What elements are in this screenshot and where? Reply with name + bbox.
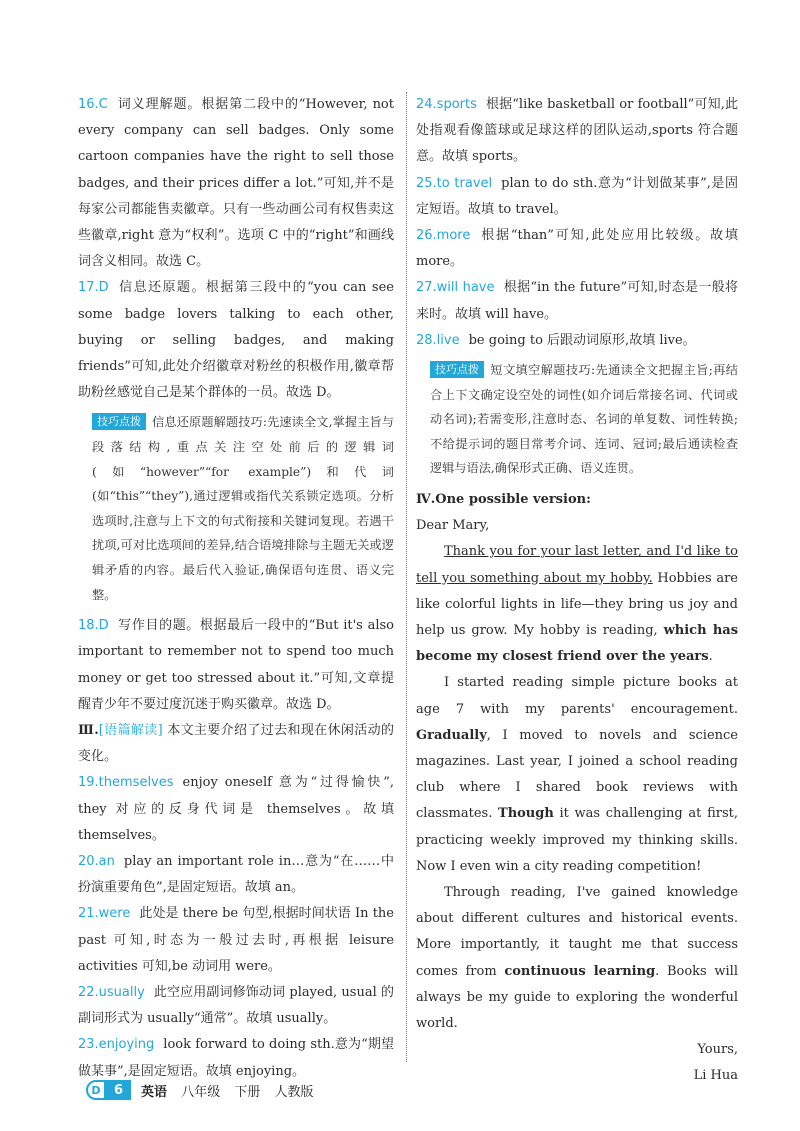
- answer-explanation: 根据“like basketball or football”可知,此处指观看像篮球或足球这样的团队运动,sports 符合题意。故填 sports。: [416, 97, 738, 165]
- answer-20: [78, 849, 394, 901]
- answer-18: [78, 613, 394, 718]
- answer-19: [78, 770, 394, 849]
- book-letter: D: [86, 1080, 106, 1100]
- answer-explanation: be going to 后跟动词原形,故填 live。: [468, 332, 696, 348]
- letter-highlight: which has become my closest friend over the years: [416, 623, 739, 665]
- answer-explanation: look forward to doing sth.意为“期望做某事”,是固定短语。故填 enjoying。: [78, 1037, 394, 1079]
- letter-paragraph-3: [416, 880, 738, 1037]
- section-3-header: [78, 718, 394, 770]
- answer-27: [416, 275, 738, 327]
- answer-21: [78, 901, 394, 980]
- answer-number: 22.usually: [78, 985, 145, 1001]
- answer-number: 20.an: [78, 854, 115, 870]
- answer-24: [416, 92, 738, 171]
- section-number: Ⅲ.: [78, 723, 99, 738]
- answer-explanation: enjoy oneself 意为“过得愉快”, they 对应的反身代词是 themselves。故填 themselves。: [78, 775, 394, 843]
- tip-text: 信息还原题解题技巧:先速读全文,掌握主旨与段落结构,重点关注空处前后的逻辑词(如“however”“for example”)和代词(如“this”“they”),通过逻辑或指代关系锁定选项。分析选项时,注意与上下文的句式衔接和关键词复现。若遇干扰项,可对比选项间的差异,结合语境排除与主题无关或逻辑矛盾的内容。最后代入验证,确保语句连贯、语义完整。: [92, 415, 394, 602]
- answer-number: 23.enjoying: [78, 1037, 155, 1053]
- letter-text: Hobbies are like colorful lights in life—they bring us joy and help us grow. My hobby is reading,: [416, 570, 738, 639]
- letter-text: .: [708, 649, 713, 665]
- grade: 八年级: [181, 1084, 221, 1100]
- tip-badge: 技巧点拨: [430, 361, 484, 378]
- answer-explanation: 此空应用副词修饰动词 played, usual 的副词形式为 usually“通常”。故填 usually。: [78, 985, 394, 1027]
- answer-number: 26.more: [416, 228, 471, 244]
- answer-explanation: plan to do sth.意为“计划做某事”,是固定短语。故填 to travel。: [416, 175, 738, 217]
- answer-17: [78, 275, 394, 406]
- answer-25: [416, 171, 738, 223]
- page-number-tag: [86, 1080, 131, 1100]
- letter-text: it was challenging at first, practicing weekly improved my thinking skills. Now I even win a city reading competition!: [416, 806, 738, 874]
- answer-16: [78, 92, 394, 275]
- answer-explanation: play an important role in…意为“在……中扮演重要角色”,是固定短语。故填 an。: [78, 854, 394, 896]
- section-summary: 本文主要介绍了过去和现在休闲活动的变化。: [78, 723, 394, 765]
- section-label: [语篇解读]: [98, 723, 163, 738]
- answer-number: 25.to travel: [416, 175, 493, 191]
- answer-number: 18.D: [78, 618, 109, 634]
- answer-number: 28.live: [416, 332, 460, 348]
- page-number: 6: [106, 1080, 131, 1100]
- answer-number: 19.themselves: [78, 775, 174, 791]
- answer-number: 21.were: [78, 906, 131, 922]
- answer-number: 27.will have: [416, 280, 495, 296]
- answer-explanation: 根据“than”可知,此处应用比较级。故填 more。: [416, 228, 738, 270]
- letter-text: Thank you for your last letter, and I'd like to tell you something about my hobby.: [416, 544, 738, 586]
- letter-paragraph-1: [416, 539, 738, 670]
- answer-explanation: 写作目的题。根据最后一段中的“But it's also important to remember not to spend too much money or get too stressed about it.”可知,文章提醒青少年不要过度沉迷于购买徽章。故选 D。: [78, 618, 394, 712]
- subject: 英语: [141, 1084, 168, 1100]
- tip-box: [430, 358, 738, 481]
- answer-23: [78, 1032, 394, 1084]
- letter-greeting: Dear Mary,: [416, 518, 490, 534]
- page-footer: [86, 1080, 324, 1100]
- answer-explanation: 信息还原题。根据第三段中的“you can see some badge lovers talking to each other, buying or selling badges, and making friends”可知,此处介绍徽章对粉丝的积极作用,徽章帮助粉丝感觉自己是某个群体的一员。故选 D。: [78, 280, 394, 401]
- letter-text: I started reading simple picture books at age 7 with my parents' encouragement.: [416, 675, 738, 717]
- letter-text: , I moved to novels and science magazines. Last year, I joined a school reading club where I shared book reviews with classmates.: [416, 727, 738, 822]
- letter-signature: Li Hua: [693, 1068, 738, 1084]
- edition: 人教版: [274, 1084, 314, 1100]
- answer-26: [416, 223, 738, 275]
- right-column: [416, 92, 738, 1090]
- left-column: [78, 92, 394, 1085]
- tip-text: 短文填空解题技巧:先通读全文把握主旨;再结合上下文确定设空处的词性(如介词后常接名词、代词或动名词);若需变形,注意时态、名词的单复数、词性转换;不给提示词的题目常考介词、连词、冠词;最后通读检查逻辑与语法,确保形式正确、语义连贯。: [430, 363, 738, 476]
- section-4-header: Ⅳ.One possible version:: [416, 492, 591, 507]
- answer-number: 24.sports: [416, 97, 477, 112]
- letter-highlight: Though: [498, 806, 554, 822]
- book-info: [141, 1081, 323, 1100]
- column-divider: [406, 92, 407, 1062]
- answer-explanation: 此处是 there be 句型,根据时间状语 In the past 可知,时态为一般过去时,再根据 leisure activities 可知,be 动词用 were。: [78, 906, 394, 974]
- answer-22: [78, 980, 394, 1032]
- tip-box: [92, 410, 394, 607]
- tip-badge: 技巧点拨: [92, 413, 146, 430]
- term: 下册: [234, 1084, 261, 1100]
- letter-highlight: continuous learning: [504, 963, 656, 979]
- answer-explanation: 根据“in the future”可知,时态是一般将来时。故填 will have。: [416, 280, 738, 322]
- letter-closing: Yours,: [697, 1042, 738, 1058]
- letter-text: Through reading, I've gained knowledge about different cultures and historical events. More importantly, it taught me that success comes from: [416, 885, 738, 979]
- letter-paragraph-2: [416, 670, 738, 880]
- letter-highlight: Gradually: [416, 727, 487, 743]
- answer-28: [416, 328, 738, 354]
- answer-number: 16.C: [78, 97, 108, 112]
- answer-number: 17.D: [78, 280, 109, 296]
- letter-text: . Books will always be my guide to exploring the wonderful world.: [416, 963, 738, 1032]
- answer-explanation: 词义理解题。根据第二段中的“However, not every company can sell badges. Only some cartoon companies have the right to sell those badges, and their prices differ a lot.”可知,并不是每家公司都能售卖徽章。只有一些动画公司有权售卖这些徽章,right 意为“权利”。选项 C 中的“right”和画线词含义相同。故选 C。: [78, 97, 394, 270]
